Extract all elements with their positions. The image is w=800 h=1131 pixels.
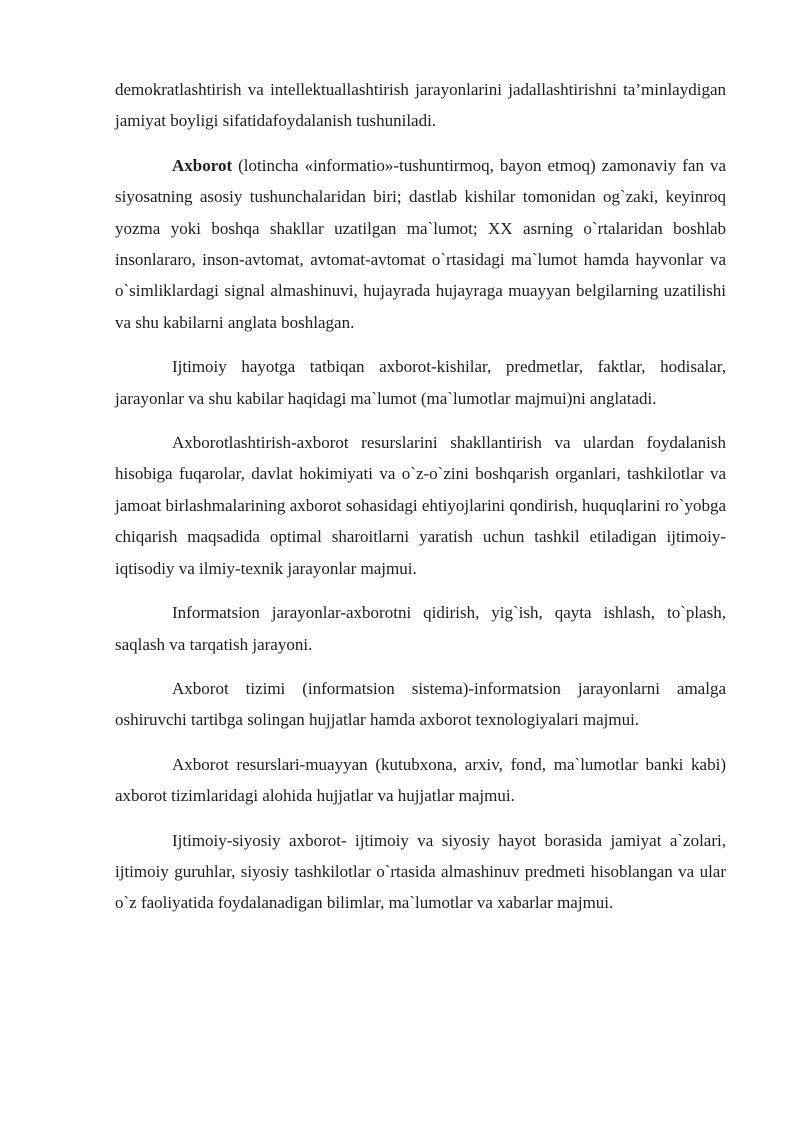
paragraph-text: Axborotlashtirish-axborot resurslarini shakllantirish va ulardan foydalanish hisobiga fuqarolar, davlat hokimiyati va o`z-o`zini boshqarish organlari, tashkilotlar va jamoat birlashmalarining axborot sohasidagi ehtiyojlarini qondirish, huquqlarini ro`yobga chiqarish maqsadida optimal sharoitlarni yaratish uchun tashkil etiladigan ijtimoiy-iqtisodiy va ilmiy-texnik jarayonlar majmui. [115, 433, 726, 578]
paragraph-information-system [115, 673, 726, 736]
paragraph-continuation [115, 74, 726, 137]
paragraph-informatization [115, 427, 726, 584]
paragraph-text: Ijtimoiy-siyosiy axborot- ijtimoiy va siyosiy hayot borasida jamiyat a`zolari, ijtimoiy guruhlar, siyosiy tashkilotlar o`rtasida almashinuv predmeti hisoblangan va ular o`z faoliyatida foydalanadigan bilimlar, ma`lumotlar va xabarlar majmui. [115, 830, 726, 913]
paragraph-information-resources [115, 749, 726, 812]
document-body [115, 74, 726, 932]
paragraph-text: Axborot resurslari-muayyan (kutubxona, arxiv, fond, ma`lumotlar banki kabi) axborot tizimlaridagi alohida hujjatlar va hujjatlar majmui. [115, 754, 726, 806]
paragraph-social-information [115, 351, 726, 414]
paragraph-information-processes [115, 597, 726, 660]
paragraph-text: Informatsion jarayonlar-axborotni qidirish, yig`ish, qayta ishlash, to`plash, saqlash va tarqatish jarayoni. [115, 603, 726, 654]
paragraph-text: (lotincha «informatio»-tushuntirmoq, bayon etmoq) zamonaviy fan va siyosatning asosiy tushunchalaridan biri; dastlab kishilar tomonidan og`zaki, keyinroq yozma yoki boshqa shakllar uzatilgan ma`lumot; XX asrning o`rtalaridan boshlab insonlararo, inson-avtomat, avtomat-avtomat o`rtasidagi ma`lumot hamda hayvonlar va o`simliklardagi signal almashinuvi, hujayrada hujayraga muayyan belgilarning uzatilishi va shu kabilarni anglata boshlagan. [115, 155, 726, 332]
term-axborot: Axborot [172, 155, 233, 175]
paragraph-text: demokratlashtirish va intellektuallashtirish jarayonlarini jadallashtirishni ta’minlaydigan jamiyat boyligi sifatidafoydalanish tushuniladi. [115, 80, 726, 131]
paragraph-axborot-definition [115, 150, 726, 338]
paragraph-text: Ijtimoiy hayotga tatbiqan axborot-kishilar, predmetlar, faktlar, hodisalar, jarayonlar va shu kabilar haqidagi ma`lumot (ma`lumotlar majmui)ni anglatadi. [115, 357, 726, 408]
paragraph-text: Axborot tizimi (informatsion sistema)-informatsion jarayonlarni amalga oshiruvchi tartibga solingan hujjatlar hamda axborot texnologiyalari majmui. [115, 678, 726, 730]
paragraph-socio-political-information [115, 825, 726, 919]
